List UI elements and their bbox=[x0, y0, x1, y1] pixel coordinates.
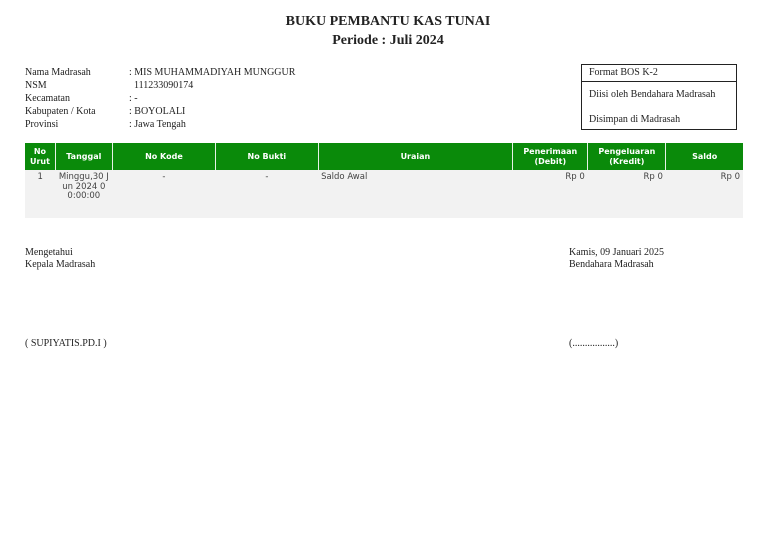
info-label: NSM bbox=[25, 80, 47, 91]
info-value: : BOYOLALI bbox=[129, 106, 186, 117]
signatory-name-treasurer: (.................) bbox=[569, 338, 619, 349]
report-title: BUKU PEMBANTU KAS TUNAI bbox=[285, 14, 491, 29]
signature-acknowledge: Mengetahui bbox=[25, 247, 73, 258]
table-header-row bbox=[25, 143, 743, 170]
cell-tanggal: Minggu,30 Jun 2024 00:00:00 bbox=[55, 170, 112, 218]
cell-kredit: Rp 0 bbox=[588, 170, 666, 218]
cell-debit: Rp 0 bbox=[513, 170, 588, 218]
header-no-kode: No Kode bbox=[112, 143, 215, 170]
table-row bbox=[25, 170, 743, 218]
cell-bukti: - bbox=[216, 170, 318, 218]
format-stored-at: Disimpan di Madrasah bbox=[589, 114, 681, 125]
info-label: Nama Madrasah bbox=[25, 67, 91, 78]
header-no-urut: No Urut bbox=[25, 143, 55, 170]
info-label: Kabupaten / Kota bbox=[25, 106, 96, 117]
header-penerimaan: Penerimaan (Debit) bbox=[513, 143, 588, 170]
report-period: Periode : Juli 2024 bbox=[332, 33, 444, 48]
info-value: : Jawa Tengah bbox=[129, 119, 186, 130]
format-code: Format BOS K-2 bbox=[582, 65, 736, 82]
info-row-kecamatan bbox=[25, 92, 295, 105]
info-row-provinsi bbox=[25, 118, 295, 131]
cell-no: 1 bbox=[25, 170, 55, 218]
header-no-bukti: No Bukti bbox=[216, 143, 318, 170]
info-value: : - bbox=[129, 93, 138, 104]
header-uraian: Uraian bbox=[318, 143, 513, 170]
cell-uraian: Saldo Awal bbox=[318, 170, 513, 218]
cell-kode: - bbox=[112, 170, 215, 218]
signature-right bbox=[569, 247, 664, 271]
signature-role-treasurer: Bendahara Madrasah bbox=[569, 259, 654, 270]
signature-date: Kamis, 09 Januari 2025 bbox=[569, 247, 664, 258]
cash-ledger-table bbox=[25, 143, 743, 218]
header-saldo: Saldo bbox=[666, 143, 743, 170]
info-row-nsm bbox=[25, 79, 295, 92]
info-value: : MIS MUHAMMADIYAH MUNGGUR bbox=[129, 67, 296, 78]
format-filled-by: Diisi oleh Bendahara Madrasah bbox=[589, 89, 716, 100]
info-row-kabupaten bbox=[25, 105, 295, 118]
signatory-name-head: ( SUPIYATIS.PD.I ) bbox=[25, 338, 107, 349]
signature-role-head: Kepala Madrasah bbox=[25, 259, 96, 270]
info-row-nama bbox=[25, 66, 295, 79]
format-box bbox=[581, 64, 737, 130]
header-pengeluaran: Pengeluaran (Kredit) bbox=[588, 143, 666, 170]
info-value: 111233090174 bbox=[129, 80, 194, 91]
signature-left bbox=[25, 247, 95, 271]
madrasah-info bbox=[25, 66, 295, 131]
info-label: Provinsi bbox=[25, 119, 59, 130]
info-label: Kecamatan bbox=[25, 93, 70, 104]
header-tanggal: Tanggal bbox=[55, 143, 112, 170]
cell-saldo: Rp 0 bbox=[666, 170, 743, 218]
